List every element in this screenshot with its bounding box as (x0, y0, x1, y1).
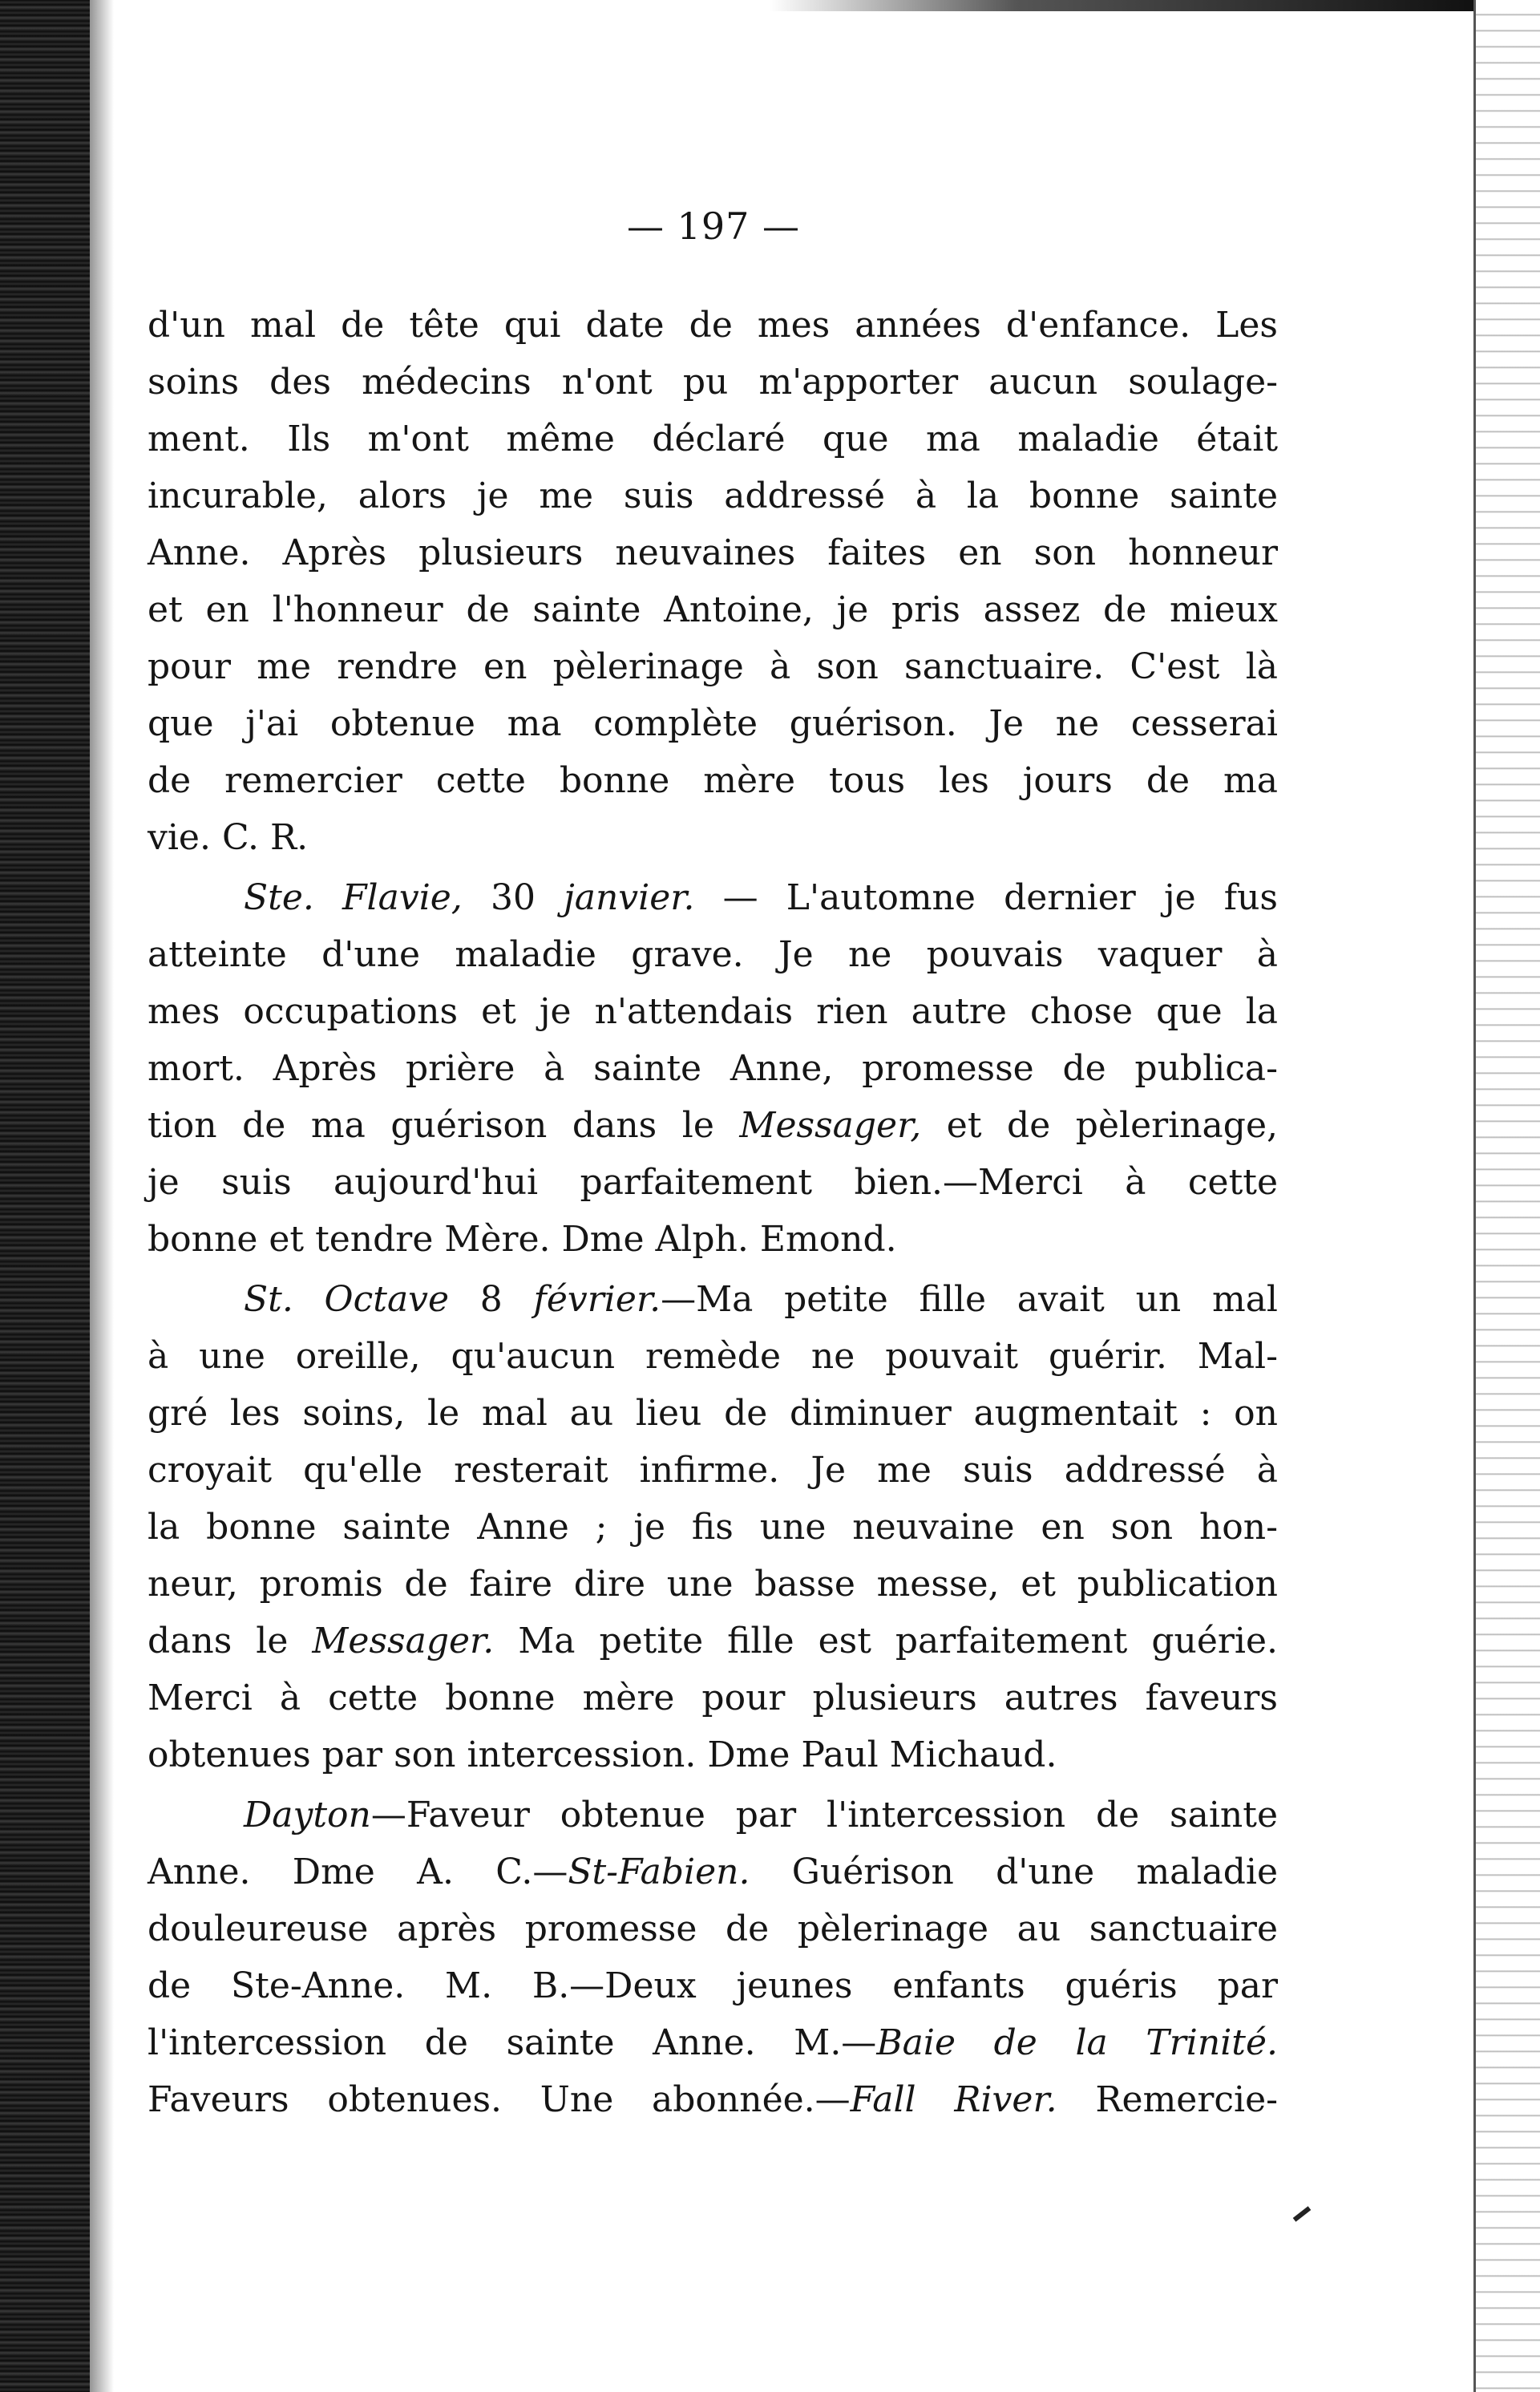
text-fragment: Faveurs obtenues. Une abonnée.— (148, 2079, 851, 2120)
text-line: croyait qu'elle resterait infirme. Je me suis addressé à (148, 1450, 1278, 1491)
text-line: atteinte d'une maladie grave. Je ne pouvais vaquer à (148, 934, 1278, 975)
text-line: je suis aujourd'hui parfaitement bien.—Merci à cette (148, 1162, 1278, 1203)
place-name: Fall River. (850, 2079, 1057, 2120)
publication-name: Messager. (312, 1621, 495, 1661)
text-line: de remercier cette bonne mère tous les jours de ma (148, 760, 1278, 801)
text-line: Anne. Après plusieurs neuvaines faites en son honneur (148, 532, 1278, 573)
text-line-with-italic (148, 1097, 1278, 1154)
text-fragment: 8 (449, 1279, 534, 1320)
text-line: vie. C. R. (148, 817, 309, 858)
text-line: d'un mal de tête qui date de mes années d'enfance. Les (148, 305, 1278, 346)
text-line: et en l'honneur de sainte Antoine, je pris assez de mieux (148, 589, 1278, 630)
text-fragment: l'intercession de sainte Anne. M.— (148, 2022, 877, 2063)
text-line: Merci à cette bonne mère pour plusieurs autres faveurs (148, 1678, 1278, 1718)
text-line: pour me rendre en pèlerinage à son sanctuaire. C'est là (148, 646, 1278, 687)
month-name: février. (533, 1279, 661, 1320)
text-line: gré les soins, le mal au lieu de diminuer augmentait : on (148, 1393, 1278, 1434)
month-name: janvier. (564, 877, 695, 918)
place-name: St. Octave (244, 1279, 450, 1320)
text-line: la bonne sainte Anne ; je fis une neuvaine en son hon- (148, 1507, 1278, 1548)
scan-binding-shadow (90, 0, 114, 2392)
text-line-with-italic (148, 1613, 1278, 1670)
place-name: Dayton (244, 1795, 371, 1835)
scan-binding-edge (0, 0, 90, 2392)
text-line: mort. Après prière à sainte Anne, promesse de publica- (148, 1048, 1278, 1089)
paragraph-ste-flavie-line (148, 869, 1278, 926)
scan-top-edge (770, 0, 1475, 11)
text-fragment: Remercie- (1057, 2079, 1278, 2120)
text-fragment: tion de ma guérison dans le (148, 1105, 740, 1146)
place-name: Ste. Flavie, (244, 877, 463, 918)
paragraph-st-octave-line (148, 1271, 1278, 1328)
text-line: que j'ai obtenue ma complète guérison. Je ne cesserai (148, 703, 1278, 744)
text-line: à une oreille, qu'aucun remède ne pouvait guérir. Mal- (148, 1336, 1278, 1377)
scan-right-noise (1476, 0, 1540, 2392)
text-line: bonne et tendre Mère. Dme Alph. Emond. (148, 1219, 897, 1260)
text-fragment: Guérison d'une maladie (750, 1852, 1278, 1892)
place-name: Baie de la Trinité. (876, 2022, 1278, 2063)
text-fragment: Ma petite fille est parfaitement guérie. (494, 1621, 1278, 1661)
text-line: soins des médecins n'ont pu m'apporter aucun soulage- (148, 362, 1278, 403)
text-line: de Ste-Anne. M. B.—Deux jeunes enfants guéris par (148, 1965, 1278, 2006)
publication-name: Messager, (739, 1105, 922, 1146)
page-body (148, 297, 1278, 2128)
text-fragment: —Ma petite fille avait un mal (661, 1279, 1278, 1320)
text-fragment: dans le (148, 1621, 313, 1661)
text-fragment: Anne. Dme A. C.— (148, 1852, 568, 1892)
text-line: neur, promis de faire dire une basse messe, et publication (148, 1564, 1278, 1605)
page-number: — 197 — (626, 204, 801, 248)
text-line: incurable, alors je me suis addressé à la bonne sainte (148, 476, 1278, 516)
ink-mark (1293, 2206, 1312, 2222)
text-fragment: 30 (462, 877, 564, 918)
text-fragment: et de pèlerinage, (921, 1105, 1278, 1146)
text-line: ment. Ils m'ont même déclaré que ma maladie était (148, 419, 1278, 459)
text-line-with-italic (148, 2014, 1278, 2071)
text-fragment: —Faveur obtenue par l'intercession de sainte (370, 1795, 1278, 1835)
text-line: obtenues par son intercession. Dme Paul Michaud. (148, 1734, 1057, 1775)
text-line: mes occupations et je n'attendais rien autre chose que la (148, 991, 1278, 1032)
paragraph-dayton-line (148, 1787, 1278, 1844)
text-fragment: — L'automne dernier je fus (694, 877, 1278, 918)
text-line-with-italic (148, 1844, 1278, 1900)
place-name: St-Fabien. (568, 1852, 750, 1892)
text-line: douleureuse après promesse de pèlerinage au sanctuaire (148, 1908, 1278, 1949)
text-line-with-italic (148, 2071, 1278, 2128)
